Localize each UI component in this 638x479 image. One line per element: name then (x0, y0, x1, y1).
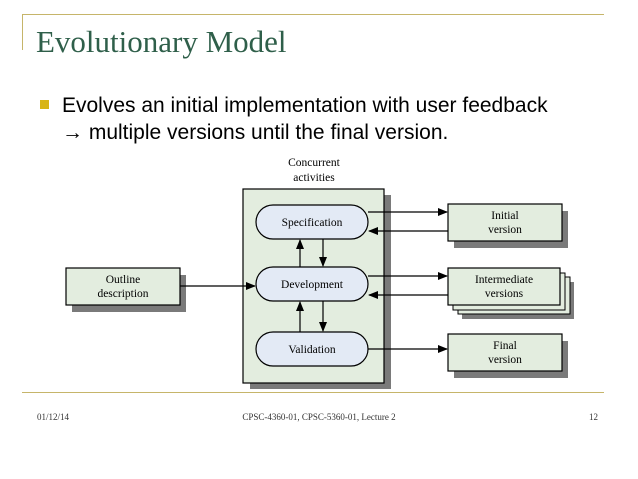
specification-label: Specification (281, 217, 343, 229)
intermediate-label-2: versions (484, 288, 524, 300)
slide-title: Evolutionary Model (36, 24, 287, 59)
final-label-1: Final (493, 340, 517, 352)
concurrent-label-1: Concurrent (288, 157, 340, 169)
bullet-line-1: Evolves an initial implementation with user feedback (62, 94, 548, 117)
footer-course: CPSC-4360-01, CPSC-5360-01, Lecture 2 (242, 412, 396, 422)
validation-label: Validation (288, 344, 336, 356)
bullet-line-2: → multiple versions until the final version. (62, 121, 449, 144)
footer-page-number: 12 (589, 412, 598, 422)
footer-date: 01/12/14 (37, 412, 70, 422)
outline-label-2: description (97, 288, 149, 300)
initial-label-2: version (488, 224, 522, 236)
development-label: Development (281, 279, 343, 291)
footer-divider (22, 392, 604, 393)
initial-label-1: Initial (491, 210, 519, 222)
intermediate-label-1: Intermediate (474, 274, 534, 286)
outline-label-1: Outline (105, 274, 141, 286)
final-label-2: version (488, 354, 522, 366)
concurrent-label-2: activities (293, 172, 335, 184)
